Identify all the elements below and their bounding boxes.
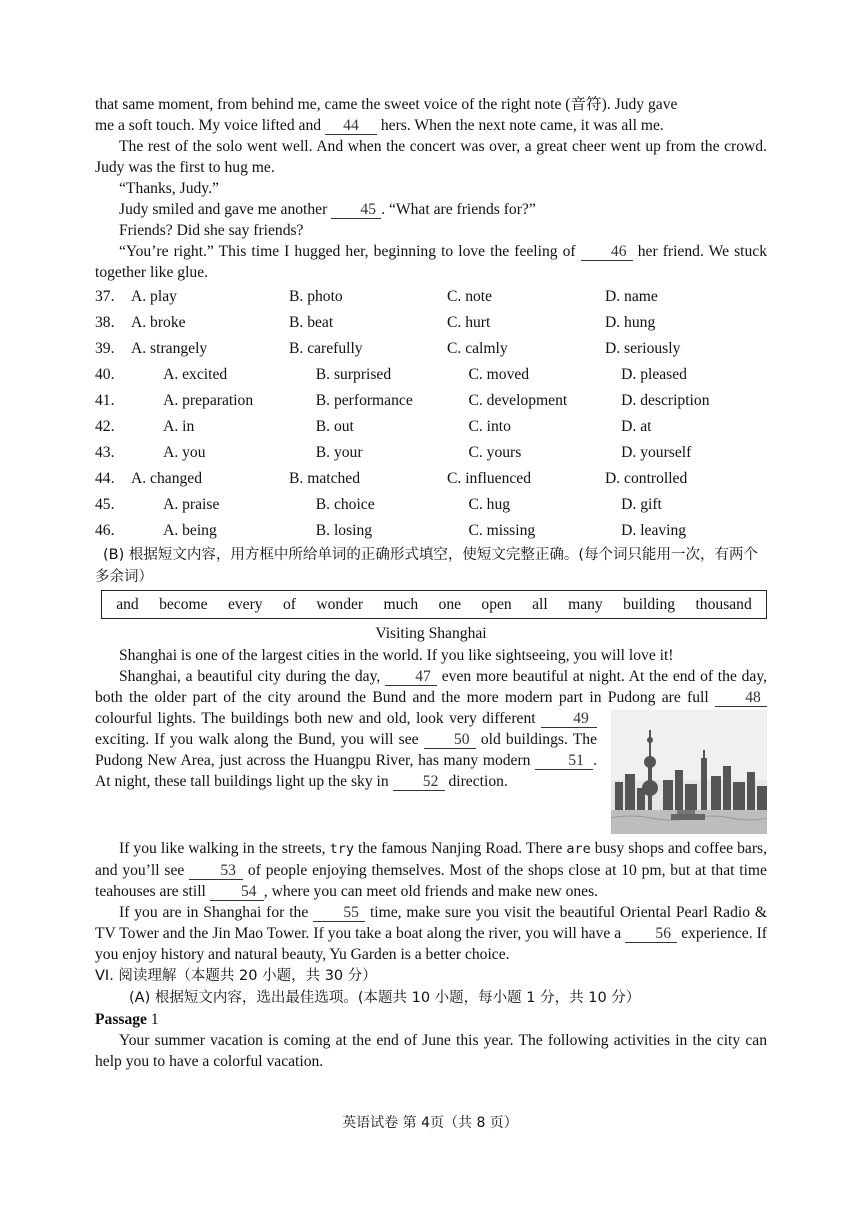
passage-label-text: Passage — [95, 1011, 147, 1028]
option-row — [95, 440, 767, 466]
option-b: B. performance — [315, 392, 413, 409]
option-b: B. out — [315, 418, 354, 435]
passage-paragraph — [95, 902, 767, 965]
blank-45: 45 — [331, 201, 381, 219]
passage-paragraph: “Thanks, Judy.” — [119, 180, 219, 197]
option-a: A. being — [163, 522, 217, 539]
option-c: C. moved — [468, 366, 530, 383]
option-d: D. leaving — [621, 522, 687, 539]
option-a: A. praise — [163, 496, 220, 513]
passage-paragraph — [95, 241, 767, 283]
option-row — [95, 492, 767, 518]
option-d: D. name — [605, 288, 658, 305]
text-fragment: . “What are friends for?” — [381, 201, 536, 218]
question-number: 37. — [95, 288, 115, 305]
passage-paragraph — [95, 666, 767, 792]
shanghai-skyline-photo — [611, 710, 767, 834]
option-row — [95, 362, 767, 388]
option-a: A. preparation — [163, 392, 254, 409]
blank-47: 47 — [385, 668, 437, 686]
option-d: D. at — [621, 418, 652, 435]
text-fragment: time, make sure you visit the beautiful Oriental Pearl Radio & TV Tower and the Jin Mao Tower. If you take a boat along the river, you will have a — [95, 904, 767, 942]
option-b: B. choice — [315, 496, 375, 513]
option-c: C. missing — [468, 522, 536, 539]
word-bank-word: many — [568, 596, 603, 613]
blank-53: 53 — [189, 862, 243, 880]
passage-line — [95, 115, 767, 136]
question-number: 43. — [95, 444, 115, 461]
passage-paragraph: Your summer vacation is coming at the end of June this year. The following activities in the city can help you to have a colorful vacation. — [95, 1032, 767, 1070]
text-fragment: hers. When the next note came, it was all me. — [380, 117, 664, 134]
passage-label — [95, 1009, 767, 1030]
option-c: C. hug — [468, 496, 511, 513]
option-d: D. hung — [605, 314, 656, 331]
passage-title: Visiting Shanghai — [375, 625, 487, 642]
passage-paragraph — [95, 838, 767, 902]
option-c: C. influenced — [447, 470, 532, 487]
option-row — [95, 284, 767, 310]
text-fragment: the famous Nanjing Road. There — [358, 840, 563, 857]
option-row — [95, 310, 767, 336]
section-b-instruction: (B) 根据短文内容，用方框中所给单词的正确形式填空，使短文完整正确。(每个词只能用一次，有两个多余词） — [95, 547, 759, 585]
option-c: C. development — [468, 392, 568, 409]
option-row — [95, 466, 767, 492]
text-fragment: me a soft touch. My voice lifted and — [95, 117, 322, 134]
text-fragment: busy shops and coffee bars, and you’ll see — [95, 840, 767, 879]
passage-line: that same moment, from behind me, came the sweet voice of the right note (音符). Judy gave — [95, 96, 678, 113]
word-bank-word: and — [116, 596, 139, 613]
option-c: C. calmly — [447, 340, 508, 357]
text-fragment: colourful lights. The buildings both new and old, look very different — [95, 710, 536, 727]
word-bank-word: become — [159, 596, 208, 613]
blank-56: 56 — [625, 925, 677, 943]
option-b: B. surprised — [315, 366, 392, 383]
blank-52: 52 — [393, 773, 445, 791]
option-row — [95, 336, 767, 362]
word-bank-word: thousand — [695, 596, 752, 613]
text-fragment: direction. — [448, 773, 508, 790]
text-fragment: “You’re right.” This time I hugged her, beginning to love the feeling of — [119, 243, 576, 260]
word-bank-word: of — [282, 596, 296, 613]
text-fragment: are — [566, 841, 591, 857]
option-a: A. play — [131, 288, 177, 305]
blank-46: 46 — [581, 243, 633, 261]
text-fragment: . At night, these tall buildings light up the sky in — [95, 752, 597, 790]
option-d: D. description — [621, 392, 710, 409]
question-number: 45. — [95, 496, 115, 513]
option-b: B. photo — [289, 288, 343, 305]
option-a: A. excited — [163, 366, 228, 383]
text-fragment: , where you can meet old friends and make new ones. — [263, 883, 599, 900]
passage-paragraph: The rest of the solo went well. And when the concert was over, a great cheer went up from the crowd. Judy was the first to hug me. — [95, 138, 767, 176]
passage-number: 1 — [150, 1011, 159, 1028]
option-b: B. beat — [289, 314, 334, 331]
option-d: D. controlled — [605, 470, 688, 487]
word-bank-word: much — [383, 596, 419, 613]
word-bank-word: one — [438, 596, 462, 613]
word-bank-word: building — [623, 596, 676, 613]
blank-51: 51 — [535, 752, 593, 770]
option-row — [95, 518, 767, 544]
blank-54: 54 — [210, 883, 264, 901]
section-vi-heading: VI. 阅读理解（本题共 20 小题，共 30 分） — [95, 968, 377, 984]
blank-44: 44 — [325, 117, 377, 135]
page-footer: 英语试卷 第 4页（共 8 页） — [342, 1115, 518, 1131]
option-d: D. yourself — [621, 444, 692, 461]
text-fragment: old buildings. The Pudong New Area, just across the Huangpu River, has many modern — [95, 731, 597, 769]
text-fragment: If you like walking in the streets, — [119, 840, 326, 857]
option-row — [95, 388, 767, 414]
option-c: C. hurt — [447, 314, 491, 331]
option-a: A. in — [163, 418, 195, 435]
text-fragment: If you are in Shanghai for the — [119, 904, 309, 921]
text-fragment: Judy smiled and gave me another — [119, 201, 328, 218]
option-d: D. gift — [621, 496, 662, 513]
text-fragment: of people enjoying themselves. Most of the shops close at 10 pm, but at that time teahouses are still — [95, 862, 767, 900]
option-b: B. your — [315, 444, 363, 461]
passage-paragraph: Shanghai is one of the largest cities in the world. If you like sightseeing, you will love it! — [119, 647, 674, 664]
text-fragment: experience. If you enjoy history and natural beauty, Yu Garden is a better choice. — [95, 925, 767, 963]
option-c: C. yours — [468, 444, 522, 461]
option-b: B. carefully — [289, 340, 363, 357]
blank-48: 48 — [715, 689, 767, 707]
question-number: 42. — [95, 418, 115, 435]
option-d: D. pleased — [621, 366, 687, 383]
blank-55: 55 — [313, 904, 365, 922]
question-number: 44. — [95, 470, 115, 487]
option-a: A. broke — [131, 314, 186, 331]
options-list — [95, 284, 767, 544]
option-b: B. matched — [289, 470, 361, 487]
word-bank-word: every — [227, 596, 263, 613]
word-bank-word: all — [532, 596, 548, 613]
question-number: 39. — [95, 340, 115, 357]
text-fragment: her friend. We stuck together like glue. — [95, 243, 767, 281]
question-number: 46. — [95, 522, 115, 539]
passage-paragraph — [95, 199, 767, 220]
word-bank-word: wonder — [316, 596, 364, 613]
blank-50: 50 — [424, 731, 476, 749]
section-vi-instruction: (A) 根据短文内容，选出最佳选项。(本题共 10 小题，每小题 1 分，共 10 分） — [129, 990, 641, 1006]
question-number: 41. — [95, 392, 115, 409]
text-fragment: even more beautiful at night. At the end of the day, both the older part of the city around the Bund and the more modern part in Pudong are full — [95, 668, 767, 706]
blank-49: 49 — [541, 710, 597, 728]
word-bank-word: open — [481, 596, 512, 613]
option-a: A. changed — [131, 470, 203, 487]
option-d: D. seriously — [605, 340, 681, 357]
option-a: A. strangely — [131, 340, 208, 357]
passage-paragraph: Friends? Did she say friends? — [119, 222, 304, 239]
option-row — [95, 414, 767, 440]
text-fragment: Shanghai, a beautiful city during the day, — [119, 668, 381, 685]
text-fragment: try — [329, 841, 354, 857]
exam-page — [95, 94, 767, 1072]
text-fragment: exciting. If you walk along the Bund, you will see — [95, 731, 419, 748]
option-c: C. note — [447, 288, 493, 305]
word-bank — [101, 590, 767, 619]
option-b: B. losing — [315, 522, 373, 539]
option-a: A. you — [163, 444, 206, 461]
option-c: C. into — [468, 418, 511, 435]
question-number: 40. — [95, 366, 115, 383]
question-number: 38. — [95, 314, 115, 331]
